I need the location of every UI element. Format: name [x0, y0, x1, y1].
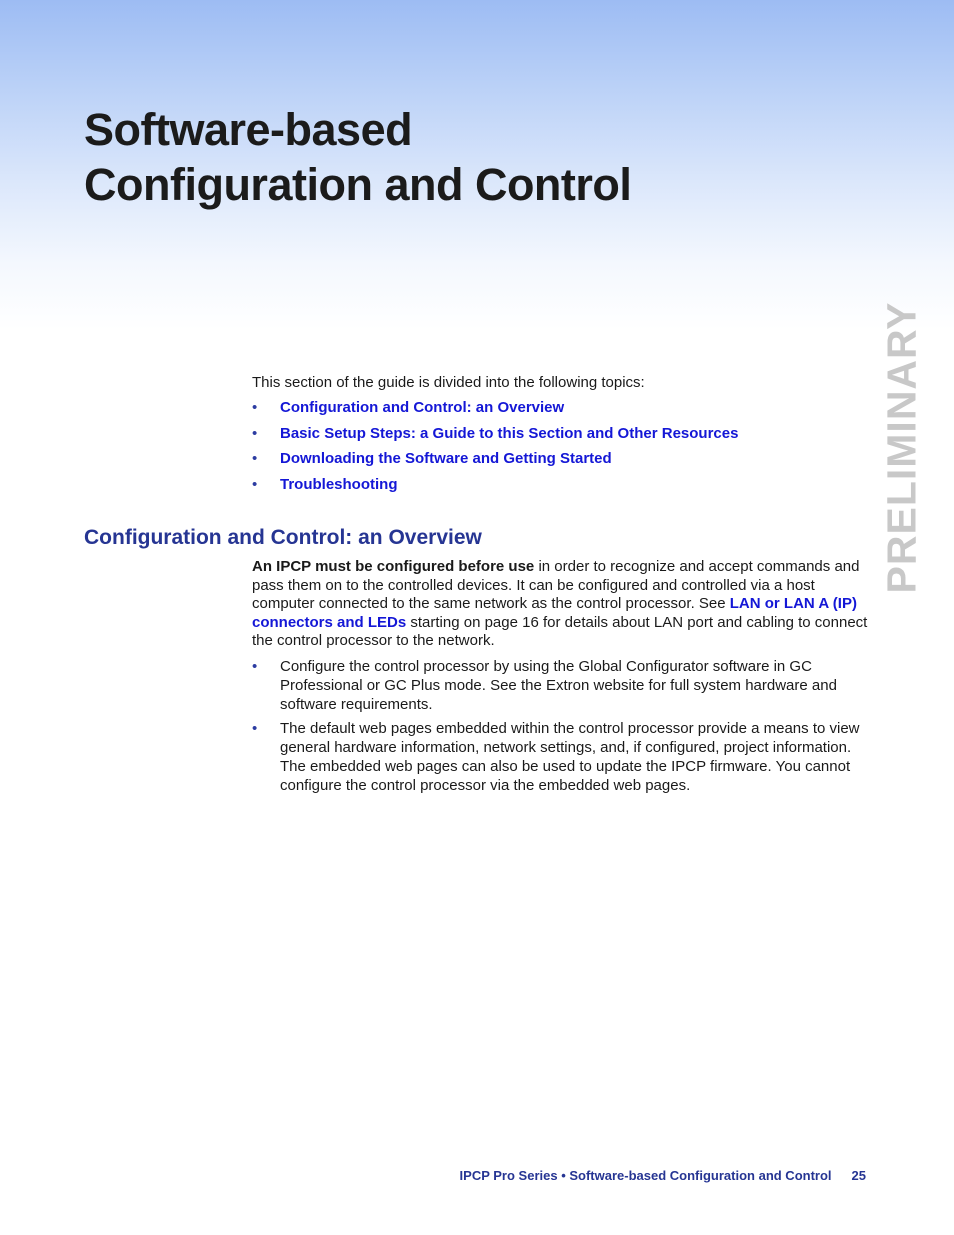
footer-title: IPCP Pro Series • Software-based Configuration and Control [459, 1168, 832, 1183]
bullet-icon: • [252, 424, 258, 442]
chapter-title: Software-based Configuration and Control [84, 104, 632, 210]
bullet-icon: • [252, 450, 258, 468]
topic-item [252, 398, 872, 424]
topic-item [252, 475, 872, 501]
topic-link-troubleshooting[interactable]: Troubleshooting [280, 476, 398, 494]
bold-lead-text: An IPCP must be configured before use [252, 558, 535, 575]
preliminary-watermark [872, 301, 932, 593]
watermark-text: PRELIMINARY [878, 301, 925, 593]
list-item-text: Configure the control processor by using the Global Configurator software in GC Professional or GC Plus mode. See the Extron website for full system hardware and software requirements. [280, 658, 837, 713]
topic-link-downloading[interactable]: Downloading the Software and Getting Started [280, 450, 612, 468]
bullet-icon: • [252, 476, 258, 494]
topic-link-overview[interactable]: Configuration and Control: an Overview [280, 399, 565, 416]
topic-list [252, 398, 872, 501]
list-item-text: The default web pages embedded within the control processor provide a means to view general hardware information, network settings, and, if configured, project information. The embedded web pages can also be used to update the IPCP firmware. You cannot configure the control processor via the embedded web pages. [280, 720, 860, 794]
paragraph-text: starting on page 16 for details about LAN port and cabling to connect the control processor to the network. [252, 613, 868, 650]
section-bullet-list [252, 658, 872, 802]
intro-text: This section of the guide is divided into the following topics: [252, 374, 645, 391]
section-paragraph [252, 558, 872, 651]
paragraph-text: in order to recognize and accept commands and pass them on to the controlled devices. It can be configured and controlled via a host computer connected to the same network as the control processor. See [252, 558, 860, 613]
bullet-icon: • [252, 658, 258, 675]
page-number: 25 [851, 1168, 866, 1183]
list-item [252, 658, 872, 714]
page-footer [0, 1167, 866, 1185]
bullet-icon: • [252, 720, 258, 738]
bullet-icon: • [252, 399, 258, 416]
topic-item [252, 449, 872, 475]
section-heading: Configuration and Control: an Overview [84, 526, 482, 549]
topic-link-basic-setup[interactable]: Basic Setup Steps: a Guide to this Section and Other Resources [280, 424, 739, 442]
topic-item [252, 424, 872, 450]
list-item [252, 720, 872, 795]
lan-connectors-link[interactable]: LAN or LAN A (IP) connectors and LEDs [252, 595, 857, 631]
